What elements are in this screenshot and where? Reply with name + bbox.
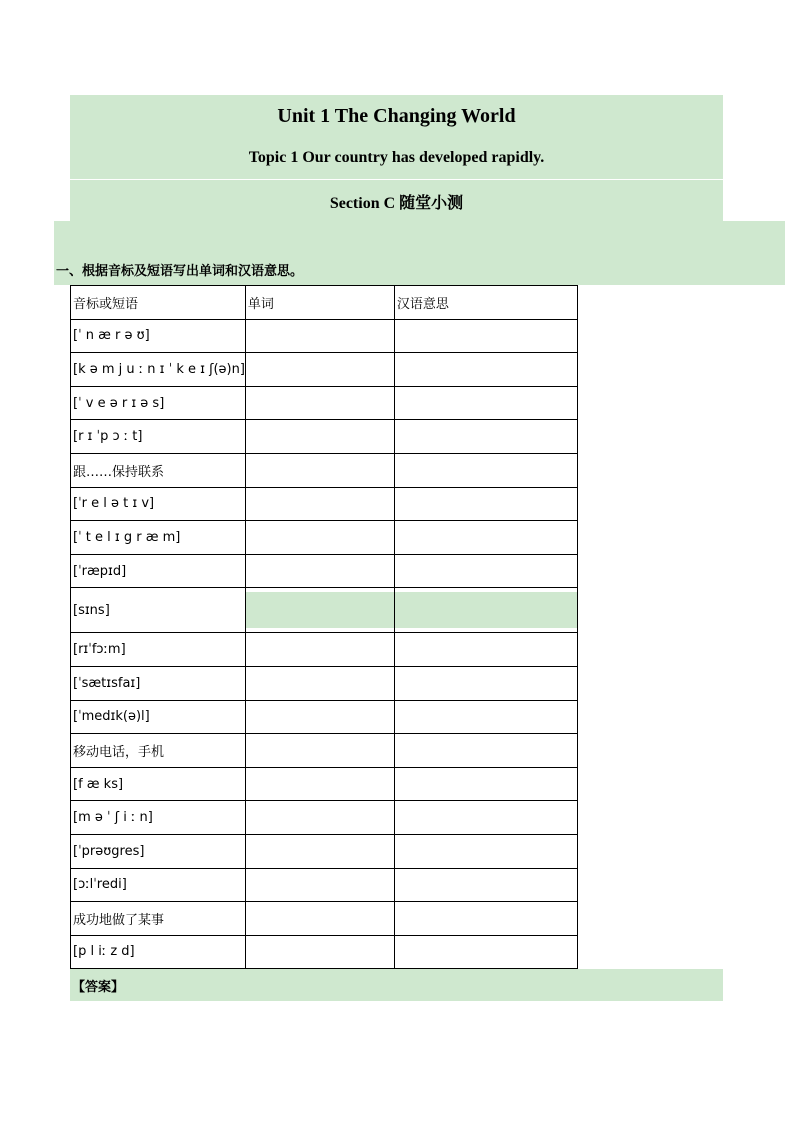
word-answer-cell[interactable] — [245, 386, 394, 420]
meaning-answer-cell[interactable] — [394, 767, 577, 801]
phonetic-cell: 跟……保持联系 — [71, 453, 246, 487]
phonetic-cell: 成功地做了某事 — [71, 902, 246, 936]
table-row — [71, 521, 578, 555]
meaning-answer-cell[interactable] — [394, 734, 577, 768]
phonetic-cell: [ˈ t e l ɪ g r æ m] — [71, 521, 246, 555]
vocabulary-table — [70, 285, 578, 969]
phonetic-cell: [ˈræpɪd] — [71, 554, 246, 588]
column-header-phonetic: 音标或短语 — [71, 286, 246, 320]
meaning-answer-cell[interactable] — [394, 935, 577, 969]
phonetic-cell: [ˈ v e ə r ɪ ə s] — [71, 386, 246, 420]
meaning-answer-cell[interactable] — [394, 868, 577, 902]
blank-band — [54, 221, 785, 253]
word-answer-cell[interactable] — [245, 902, 394, 936]
word-answer-cell[interactable] — [245, 633, 394, 667]
phonetic-cell: [rɪˈfɔːm] — [71, 633, 246, 667]
word-answer-cell[interactable] — [245, 801, 394, 835]
answer-label: 【答案】 — [70, 969, 723, 1001]
word-answer-cell[interactable] — [245, 319, 394, 353]
phonetic-cell: [m ə ˈ ʃ i ː n] — [71, 801, 246, 835]
table-row — [71, 386, 578, 420]
table-row — [71, 868, 578, 902]
table-row — [71, 902, 578, 936]
phonetic-cell: [sɪns] — [71, 588, 246, 633]
meaning-answer-cell[interactable] — [394, 487, 577, 521]
meaning-answer-cell[interactable] — [394, 801, 577, 835]
word-answer-cell[interactable] — [245, 554, 394, 588]
phonetic-cell: [p l iː z d] — [71, 935, 246, 969]
phonetic-cell: [f æ ks] — [71, 767, 246, 801]
document-title: Unit 1 The Changing World — [70, 95, 723, 137]
meaning-answer-cell[interactable] — [394, 453, 577, 487]
phonetic-cell: [ɔːlˈredi] — [71, 868, 246, 902]
column-header-word: 单词 — [245, 286, 394, 320]
table-row — [71, 801, 578, 835]
table-row — [71, 734, 578, 768]
word-answer-cell[interactable] — [245, 521, 394, 555]
table-row — [71, 834, 578, 868]
column-header-meaning: 汉语意思 — [394, 286, 577, 320]
word-answer-cell[interactable] — [245, 734, 394, 768]
word-answer-cell[interactable] — [245, 588, 394, 633]
word-answer-cell[interactable] — [245, 666, 394, 700]
phonetic-cell: 移动电话，手机 — [71, 734, 246, 768]
table-row — [71, 767, 578, 801]
meaning-answer-cell[interactable] — [394, 521, 577, 555]
table-row — [71, 554, 578, 588]
word-answer-cell[interactable] — [245, 868, 394, 902]
phonetic-cell: [ˈsætɪsfaɪ] — [71, 666, 246, 700]
table-row — [71, 487, 578, 521]
meaning-answer-cell[interactable] — [394, 319, 577, 353]
word-answer-cell[interactable] — [245, 353, 394, 387]
meaning-answer-cell[interactable] — [394, 834, 577, 868]
word-answer-cell[interactable] — [245, 700, 394, 734]
phonetic-cell: [ˈ n æ r ə ʊ] — [71, 319, 246, 353]
meaning-answer-cell[interactable] — [394, 386, 577, 420]
phonetic-cell: [k ə m j u ː n ɪ ˈ k e ɪ ʃ(ə)n] — [71, 353, 246, 387]
phonetic-cell: [ˈmedɪk(ə)l] — [71, 700, 246, 734]
table-row — [71, 453, 578, 487]
phonetic-cell: [ˈprəʊgres] — [71, 834, 246, 868]
word-answer-cell[interactable] — [245, 834, 394, 868]
meaning-answer-cell[interactable] — [394, 633, 577, 667]
table-row — [71, 420, 578, 454]
table-row — [71, 935, 578, 969]
word-answer-cell[interactable] — [245, 420, 394, 454]
table-row — [71, 633, 578, 667]
word-answer-cell[interactable] — [245, 935, 394, 969]
phonetic-cell: [r ɪ ˈp ɔ ː t] — [71, 420, 246, 454]
meaning-answer-cell[interactable] — [394, 700, 577, 734]
table-row — [71, 319, 578, 353]
meaning-answer-cell[interactable] — [394, 588, 577, 633]
word-answer-cell[interactable] — [245, 487, 394, 521]
word-answer-cell[interactable] — [245, 767, 394, 801]
document-subtitle: Topic 1 Our country has developed rapidly. — [70, 137, 723, 179]
meaning-answer-cell[interactable] — [394, 420, 577, 454]
instruction-text: 一、根据音标及短语写出单词和汉语意思。 — [54, 253, 785, 285]
meaning-answer-cell[interactable] — [394, 353, 577, 387]
meaning-answer-cell[interactable] — [394, 666, 577, 700]
table-row — [71, 666, 578, 700]
meaning-answer-cell[interactable] — [394, 554, 577, 588]
phonetic-cell: [ˈr e l ə t ɪ v] — [71, 487, 246, 521]
table-row — [71, 700, 578, 734]
word-answer-cell[interactable] — [245, 453, 394, 487]
section-title: Section C 随堂小测 — [70, 180, 723, 222]
meaning-answer-cell[interactable] — [394, 902, 577, 936]
table-row — [71, 353, 578, 387]
table-row — [71, 588, 578, 633]
table-header-row — [71, 286, 578, 320]
